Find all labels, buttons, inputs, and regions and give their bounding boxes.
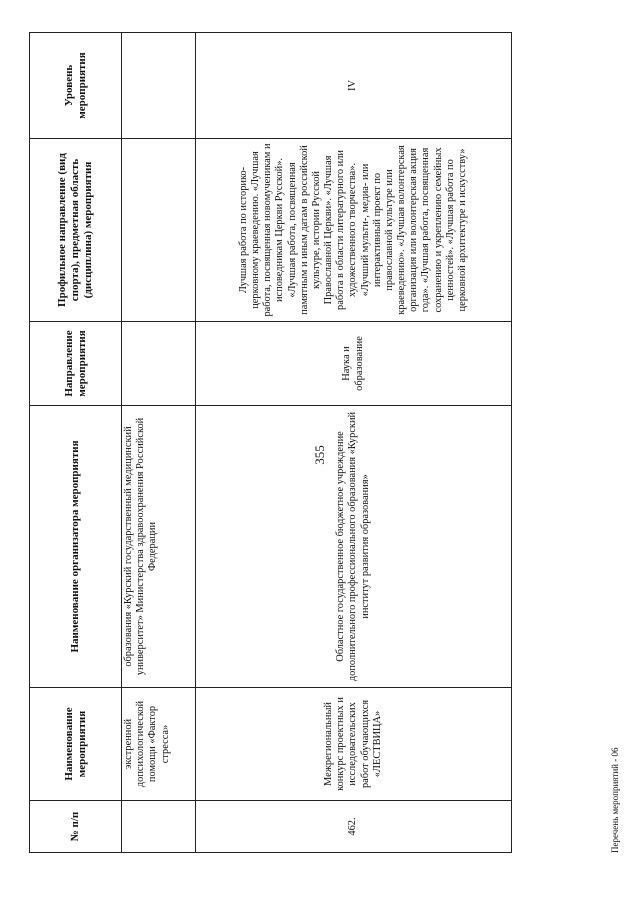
footer-note: Перечень мероприятий - 06 bbox=[610, 747, 620, 853]
header-level: Уровень мероприятия bbox=[30, 33, 122, 139]
table-row bbox=[122, 33, 196, 853]
cell-num bbox=[122, 801, 196, 853]
page-number: 355 bbox=[312, 445, 327, 465]
header-organizer: Наименование организатора мероприятия bbox=[30, 406, 122, 688]
events-table bbox=[29, 32, 512, 853]
cell-profile: Лучшая работа по историко-церковному краеведению. «Лучшая работа, посвященная новомученикам и исповедникам Церкви Русской». «Лучшая работа, посвященная памятным и иным датам в российской культуре, истории Русской Православной Церкви». «Лучшая работа в области литературного или художественного творчества». «Лучший мульти-, медиа- или интерактивный проект по православной культуре или краеведению». «Лучшая волонтерская организация или волонтерская акция года». «Лучшая работа, посвященная сохранению и укреплению семейных ценностей». «Лучшая работа по церковной архитектуре и искусству» bbox=[196, 139, 512, 322]
table-row bbox=[196, 33, 512, 853]
cell-organizer: образования «Курский государственный медицинский университет» Министерства здравоохранения Российской Федерации bbox=[122, 406, 196, 688]
cell-direction bbox=[122, 322, 196, 406]
cell-organizer: Областное государственное бюджетное учреждение дополнительного профессионального образования «Курский институт развития образования» bbox=[196, 406, 512, 688]
cell-name: экстренной допсихологической помощи «Фактор стресса» bbox=[122, 688, 196, 801]
cell-num: 462. bbox=[196, 801, 512, 853]
cell-level bbox=[122, 33, 196, 139]
cell-profile bbox=[122, 139, 196, 322]
cell-direction: Наука и образование bbox=[196, 322, 512, 406]
header-profile: Профильное направление (вид спорта), предметная область (дисциплина) мероприятия bbox=[30, 139, 122, 322]
header-direction: Направление мероприятия bbox=[30, 322, 122, 406]
cell-name: Межрегиональный конкурс проектных и исследовательских работ обучающихся «ЛЕСТВИЦА» bbox=[196, 688, 512, 801]
table-header-row bbox=[30, 33, 122, 853]
cell-level: IV bbox=[196, 33, 512, 139]
header-num: № п/п bbox=[30, 801, 122, 853]
header-name: Наименование мероприятия bbox=[30, 688, 122, 801]
